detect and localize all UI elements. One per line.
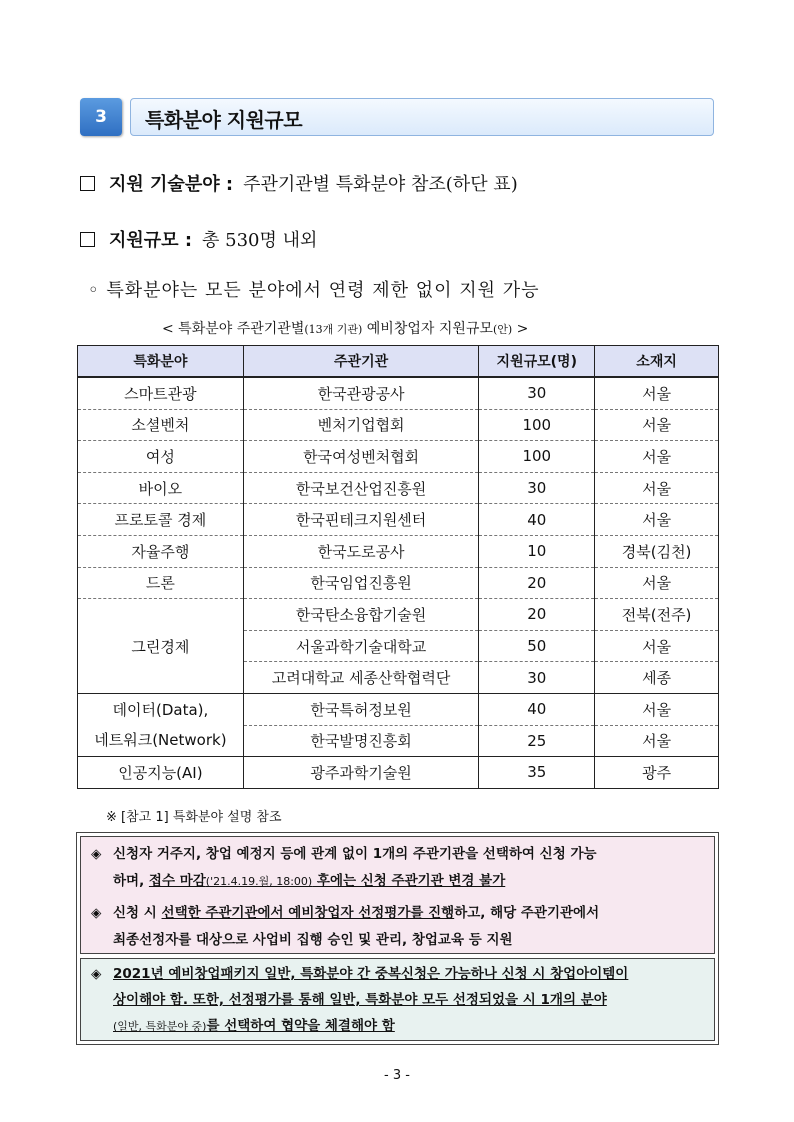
notice-text-small: (일반, 특화분야 중) xyxy=(113,1020,207,1033)
caption-part: 예비창업자 지원규모 xyxy=(362,321,493,337)
cell-org: 한국핀테크지원센터 xyxy=(243,504,479,536)
cell-field-merged: 그린경제 xyxy=(78,599,244,694)
cell-location: 서울 xyxy=(595,472,719,504)
table-row xyxy=(78,599,719,631)
caption-part: > xyxy=(512,321,529,337)
cell-field: 소셜벤처 xyxy=(78,409,244,441)
notice-box-pink xyxy=(80,836,715,954)
cell-count: 100 xyxy=(479,409,595,441)
cell-org: 한국보건산업진흥원 xyxy=(243,472,479,504)
cell-location: 서울 xyxy=(595,630,719,662)
cell-field: 프로토콜 경제 xyxy=(78,504,244,536)
cell-field: 스마트관광 xyxy=(78,377,244,409)
notice-box-teal xyxy=(80,958,715,1041)
header-org: 주관기관 xyxy=(243,346,479,378)
cell-count: 50 xyxy=(479,630,595,662)
notice-text-underline: 선택한 주관기관에서 예비창업자 선정평가를 진행 xyxy=(161,905,455,921)
cell-location: 서울 xyxy=(595,725,719,757)
reference-note: ※ [참고 1] 특화분야 설명 참조 xyxy=(106,810,282,825)
cell-count: 40 xyxy=(479,693,595,725)
cell-org: 한국발명진흥회 xyxy=(243,725,479,757)
notice-text: 하며, xyxy=(113,873,149,889)
cell-count: 100 xyxy=(479,441,595,473)
cell-org: 한국관광공사 xyxy=(243,377,479,409)
notice-text: 하고, 해당 주관기관에서 xyxy=(454,905,600,921)
caption-part: < 특화분야 주관기관별 xyxy=(162,321,305,337)
cell-location: 광주 xyxy=(595,757,719,789)
table-row xyxy=(78,535,719,567)
support-field-line xyxy=(80,170,518,196)
page-number: - 3 - xyxy=(384,1068,410,1083)
notice-text: 최종선정자를 대상으로 사업비 집행 승인 및 관리, 창업교육 등 지원 xyxy=(113,932,513,948)
caption-part: (안) xyxy=(492,323,513,336)
cell-count: 30 xyxy=(479,662,595,694)
table-header-row xyxy=(78,346,719,378)
cell-count: 30 xyxy=(479,377,595,409)
cell-org: 광주과학기술원 xyxy=(243,757,479,789)
cell-location: 서울 xyxy=(595,567,719,599)
cell-location: 서울 xyxy=(595,441,719,473)
cell-count: 20 xyxy=(479,567,595,599)
cell-org: 한국임업진흥원 xyxy=(243,567,479,599)
support-scale-value: 총 530명 내외 xyxy=(202,230,318,251)
cell-location: 서울 xyxy=(595,504,719,536)
field-line: 데이터(Data), xyxy=(112,701,209,720)
cell-location: 서울 xyxy=(595,409,719,441)
notice-text-underline: 2021년 예비창업패키지 일반, 특화분야 간 중복신청은 가능하나 신청 시 창업아이템이 xyxy=(113,966,629,982)
field-line: 네트워크(Network) xyxy=(94,731,227,750)
checkbox-square-icon xyxy=(80,176,95,191)
cell-org: 한국탄소융합기술원 xyxy=(243,599,479,631)
notice-item-cont xyxy=(113,987,607,1014)
notice-item-cont xyxy=(113,868,505,895)
cell-org: 한국도로공사 xyxy=(243,535,479,567)
cell-count: 35 xyxy=(479,757,595,789)
cell-count: 30 xyxy=(479,472,595,504)
cell-count: 25 xyxy=(479,725,595,757)
cell-field: 드론 xyxy=(78,567,244,599)
notice-text-underline: 를 선택하여 협약을 체결해야 함 xyxy=(206,1018,395,1034)
caption-part: (13개 기관) xyxy=(304,323,363,336)
cell-field: 자율주행 xyxy=(78,535,244,567)
cell-location: 서울 xyxy=(595,377,719,409)
header-field: 특화분야 xyxy=(78,346,244,378)
section-title: 특화분야 지원규모 xyxy=(145,108,303,132)
notice-text: 신청 시 xyxy=(113,905,162,921)
cell-field-merged xyxy=(78,693,244,756)
table-caption xyxy=(162,318,528,338)
support-scale-line xyxy=(80,226,317,252)
notice-text-underline: 후에는 신청 주관기관 변경 불가 xyxy=(312,873,506,889)
cell-count: 40 xyxy=(479,504,595,536)
table-row xyxy=(78,472,719,504)
cell-org: 고려대학교 세종산학협력단 xyxy=(243,662,479,694)
support-field-suffix: (하단 표) xyxy=(445,174,518,195)
notice-item xyxy=(91,841,597,868)
table-row xyxy=(78,441,719,473)
cell-location: 세종 xyxy=(595,662,719,694)
cell-location: 전북(전주) xyxy=(595,599,719,631)
notice-text-small: ('21.4.19.월, 18:00) xyxy=(205,875,313,888)
checkbox-square-icon xyxy=(80,232,95,247)
cell-count: 10 xyxy=(479,535,595,567)
cell-org: 한국특허정보원 xyxy=(243,693,479,725)
cell-field: 바이오 xyxy=(78,472,244,504)
table-row xyxy=(78,409,719,441)
table-row xyxy=(78,567,719,599)
notice-item-cont xyxy=(113,927,513,954)
support-field-label: 지원 기술분야 : xyxy=(109,174,234,195)
cell-org: 벤처기업협회 xyxy=(243,409,479,441)
cell-org: 한국여성벤처협회 xyxy=(243,441,479,473)
notice-text: 신청자 거주지, 창업 예정지 등에 관계 없이 1개의 주관기관을 선택하여 신청 가능 xyxy=(113,846,597,862)
cell-org: 서울과학기술대학교 xyxy=(243,630,479,662)
diamond-bullet-icon: ◈ xyxy=(91,846,102,862)
table-row xyxy=(78,504,719,536)
section-number-badge: 3 xyxy=(80,98,122,136)
cell-count: 20 xyxy=(479,599,595,631)
cell-location: 서울 xyxy=(595,693,719,725)
notice-item xyxy=(91,961,628,988)
table-row xyxy=(78,377,719,409)
diamond-bullet-icon: ◈ xyxy=(91,905,102,921)
cell-field: 인공지능(AI) xyxy=(78,757,244,789)
notice-text-underline: 상이해야 함. 또한, 선정평가를 통해 일반, 특화분야 모두 선정되었을 시 1개의 분야 xyxy=(113,992,607,1008)
support-scale-table xyxy=(77,345,719,789)
support-field-value: 주관기관별 특화분야 참조 xyxy=(243,174,446,195)
cell-field: 여성 xyxy=(78,441,244,473)
support-scale-label: 지원규모 : xyxy=(109,230,193,251)
diamond-bullet-icon: ◈ xyxy=(91,966,102,982)
table-row xyxy=(78,693,719,725)
header-count: 지원규모(명) xyxy=(479,346,595,378)
notice-item-cont xyxy=(113,1013,395,1040)
notice-item xyxy=(91,900,599,927)
cell-location: 경북(김천) xyxy=(595,535,719,567)
table-row xyxy=(78,757,719,789)
eligibility-bullet: ◦ 특화분야는 모든 분야에서 연령 제한 없이 지원 가능 xyxy=(88,280,540,301)
notice-text-underline: 접수 마감 xyxy=(148,873,206,889)
header-location: 소재지 xyxy=(595,346,719,378)
